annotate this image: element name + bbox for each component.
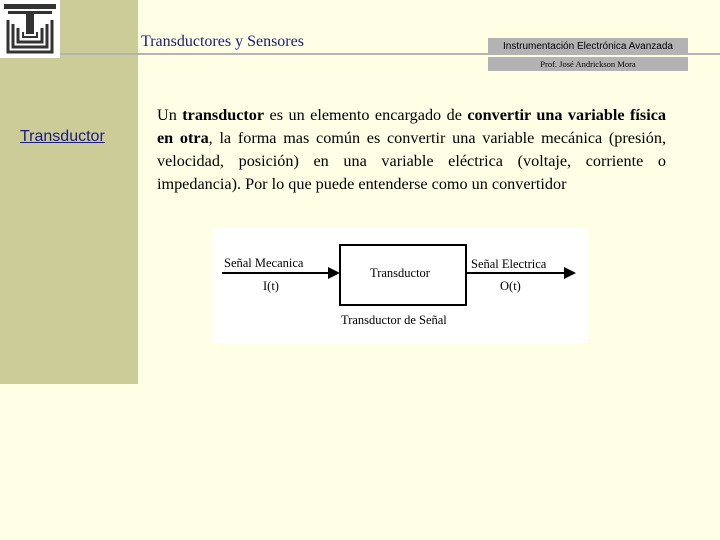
transducer-diagram bbox=[212, 228, 588, 343]
input-label: Señal Mecanica bbox=[224, 256, 304, 270]
block-label: Transductor bbox=[370, 266, 430, 280]
professor-badge: Prof. José Andrickson Mora bbox=[488, 57, 688, 71]
page-title: Transductores y Sensores bbox=[141, 33, 304, 50]
body-paragraph bbox=[157, 104, 666, 196]
body-bold-convertir: convertir una variable física en otra bbox=[157, 106, 666, 147]
output-symbol: O(t) bbox=[500, 279, 521, 293]
institution-logo bbox=[0, 0, 60, 58]
body-text-3: , la forma mas común es convertir una variable mecánica (presión, velocidad, posición) en una variable eléctrica (voltaje, corriente o impedancia). Por lo que puede entenderse como un convertidor bbox=[157, 129, 666, 193]
course-badge: Instrumentación Electrónica Avanzada bbox=[488, 38, 688, 54]
input-arrowhead bbox=[328, 267, 340, 279]
output-arrowhead bbox=[564, 267, 576, 279]
sidebar-link-transductor[interactable]: Transductor bbox=[20, 128, 105, 145]
input-symbol: I(t) bbox=[263, 279, 279, 293]
body-bold-transductor: transductor bbox=[182, 106, 265, 124]
body-text-1: Un bbox=[157, 106, 183, 124]
body-text-2: es un elemento encargado de bbox=[264, 106, 468, 124]
output-label: Señal Electrica bbox=[471, 257, 547, 271]
diagram-caption: Transductor de Señal bbox=[341, 313, 447, 327]
